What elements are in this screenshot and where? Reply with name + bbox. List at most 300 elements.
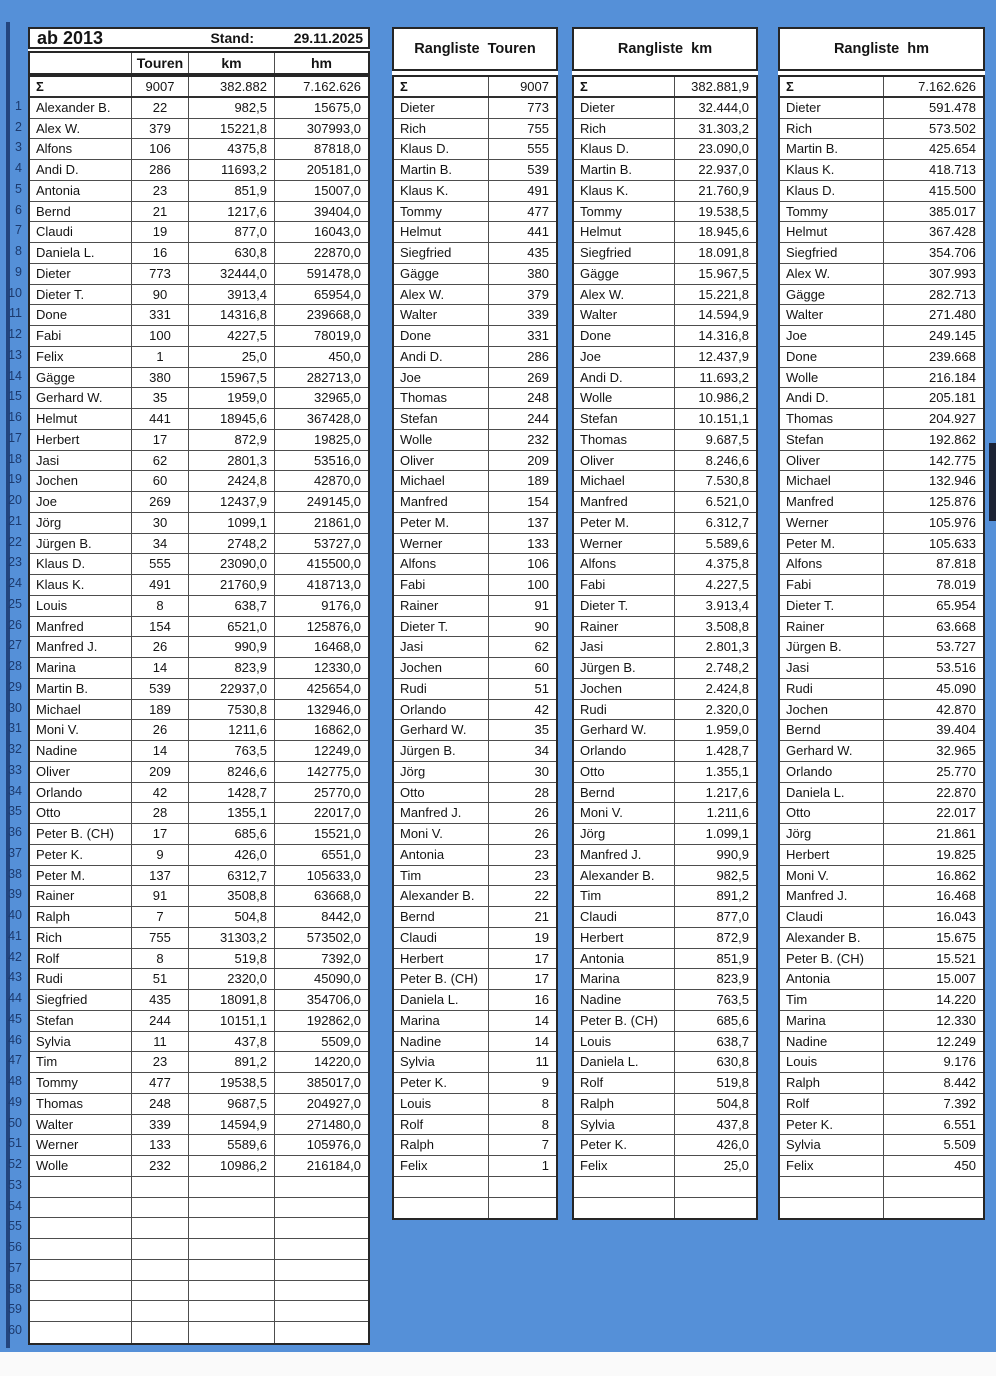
- row-number: 7: [15, 223, 22, 238]
- name-cell: Otto: [786, 805, 811, 821]
- row-number: 49: [8, 1094, 22, 1109]
- table-row: [30, 409, 368, 430]
- name-cell: Joe: [36, 494, 57, 509]
- value-cell: 132.946: [883, 471, 983, 491]
- value-cell: 28: [488, 783, 556, 803]
- hm-cell: 573502,0: [274, 928, 368, 948]
- list-item: [394, 741, 556, 762]
- list-item: [574, 1094, 756, 1115]
- list-item: [574, 139, 756, 160]
- name-cell: Klaus K.: [786, 162, 835, 177]
- value-cell: 32.444,0: [674, 98, 756, 118]
- name-cell: Marina: [580, 971, 620, 987]
- value-cell: 282.713: [883, 285, 983, 305]
- name-cell: Herbert: [786, 846, 830, 862]
- value-cell: 22.870: [883, 783, 983, 803]
- table-row: [30, 969, 368, 990]
- row-number: 55: [8, 1219, 22, 1234]
- name-cell: Peter B. (CH): [580, 1012, 659, 1028]
- name-cell: Claudi: [786, 909, 823, 924]
- name-cell: Marina: [400, 1012, 440, 1028]
- hm-cell: 8442,0: [274, 907, 368, 927]
- value-cell: 3.508,8: [674, 617, 756, 637]
- touren-cell: 17: [131, 430, 188, 450]
- row-number: 19: [8, 472, 22, 487]
- row-number: 5: [15, 181, 22, 196]
- value-cell: 441: [488, 222, 556, 242]
- table-row: [30, 1094, 368, 1115]
- table-row: [30, 886, 368, 907]
- value-cell: 90: [488, 617, 556, 637]
- km-cell: 1355,1: [188, 803, 274, 823]
- value-cell: 204.927: [883, 409, 983, 429]
- list-item: [394, 534, 556, 555]
- name-cell: Tim: [580, 888, 602, 904]
- hm-cell: 65954,0: [274, 285, 368, 305]
- list-item: [394, 1156, 556, 1177]
- list-item: [574, 243, 756, 264]
- name-cell: Sylvia: [400, 1054, 435, 1070]
- touren-cell: 154: [131, 617, 188, 637]
- list-item: [574, 596, 756, 617]
- value-cell: 19.538,5: [674, 202, 756, 222]
- value-cell: 2.424,8: [674, 679, 756, 699]
- value-cell: 851,9: [674, 949, 756, 969]
- touren-cell: 555: [131, 554, 188, 574]
- hm-cell: [274, 1301, 368, 1321]
- list-item: [574, 347, 756, 368]
- value-cell: 415.500: [883, 181, 983, 201]
- name-cell: Marina: [786, 1012, 826, 1028]
- value-cell: 216.184: [883, 368, 983, 388]
- touren-cell: 1: [131, 347, 188, 367]
- name-cell: Martin B.: [580, 162, 633, 177]
- hm-cell: [274, 1281, 368, 1301]
- touren-cell: 11: [131, 1032, 188, 1052]
- name-cell: Jasi: [580, 639, 604, 655]
- name-cell: Jürgen B.: [400, 743, 456, 758]
- list-item: [780, 1177, 983, 1198]
- table-row: [30, 430, 368, 451]
- name-cell: Helmut: [580, 224, 622, 240]
- name-cell: Alfons: [786, 556, 823, 572]
- name-cell: Oliver: [400, 452, 434, 468]
- page-title: ab 2013: [37, 27, 104, 48]
- list-item: [394, 243, 556, 264]
- km-cell: 5589,6: [188, 1135, 274, 1155]
- value-cell: 1.959,0: [674, 720, 756, 740]
- name-cell: Rainer: [36, 888, 75, 904]
- km-cell: 638,7: [188, 596, 274, 616]
- list-item: [574, 1032, 756, 1053]
- list-item: [394, 637, 556, 658]
- name-cell: Martin B.: [786, 141, 839, 157]
- table-row: [30, 700, 368, 721]
- value-cell: 19: [488, 928, 556, 948]
- row-number: 1: [15, 98, 22, 113]
- name-cell: Bernd: [580, 784, 615, 800]
- hm-cell: [274, 1239, 368, 1259]
- name-cell: [30, 1218, 131, 1238]
- list-item: [780, 969, 983, 990]
- row-number: 17: [8, 430, 22, 445]
- name-cell: Rolf: [580, 1075, 604, 1090]
- row-number: 15: [8, 389, 22, 404]
- km-cell: 4375,8: [188, 139, 274, 159]
- name-cell: Rainer: [400, 597, 439, 613]
- row-number: 40: [8, 908, 22, 922]
- name-cell: Felix: [36, 348, 64, 364]
- value-cell: 23.090,0: [674, 139, 756, 159]
- name-cell: Orlando: [786, 763, 833, 779]
- value-cell: 3.913,4: [674, 596, 756, 616]
- hm-cell: 12249,0: [274, 741, 368, 761]
- value-cell: 16.862: [883, 866, 983, 886]
- value-cell: 1: [488, 1156, 556, 1176]
- value-cell: 773: [488, 98, 556, 118]
- list-item: [780, 98, 983, 119]
- name-cell: Herbert: [36, 431, 80, 447]
- rangliste-hm-title: Rangliste hm: [778, 27, 985, 71]
- value-cell: 26: [488, 824, 556, 844]
- name-cell: Rainer: [786, 618, 825, 634]
- value-cell: 685,6: [674, 1011, 756, 1031]
- list-item: [574, 1073, 756, 1094]
- stand-label: Stand:: [210, 30, 254, 46]
- list-item: [574, 471, 756, 492]
- list-item: [780, 264, 983, 285]
- name-cell: Manfred: [580, 494, 628, 509]
- row-number: 22: [8, 534, 22, 549]
- list-item: [574, 368, 756, 389]
- sum-row: [574, 77, 756, 98]
- table-row: [30, 866, 368, 887]
- touren-cell: 21: [131, 202, 188, 222]
- table-row: [30, 285, 368, 306]
- name-cell: Felix: [400, 1158, 428, 1173]
- km-cell: 9687,5: [188, 1094, 274, 1114]
- km-cell: 3508,8: [188, 886, 274, 906]
- rangliste-touren-table: [392, 27, 558, 1220]
- list-item: [394, 845, 556, 866]
- main-table: [28, 27, 370, 1345]
- value-cell: 6.312,7: [674, 513, 756, 533]
- list-item: [574, 1135, 756, 1156]
- sum-value: 9007: [488, 77, 556, 96]
- km-cell: 1211,6: [188, 720, 274, 740]
- name-cell: Dieter: [400, 99, 435, 115]
- value-cell: 5.589,6: [674, 534, 756, 554]
- hm-cell: 16862,0: [274, 720, 368, 740]
- name-cell: Ralph: [36, 909, 70, 924]
- name-cell: Stefan: [400, 411, 438, 426]
- name-cell: [30, 1301, 131, 1321]
- touren-cell: [131, 1239, 188, 1259]
- list-item: [780, 409, 983, 430]
- list-item: [394, 866, 556, 887]
- name-cell: Jochen: [786, 701, 828, 717]
- scrollbar-thumb[interactable]: [989, 443, 996, 521]
- table-row: [30, 575, 368, 596]
- value-cell: 189: [488, 471, 556, 491]
- list-item: [780, 845, 983, 866]
- list-item: [780, 1135, 983, 1156]
- name-cell: Louis: [786, 1054, 818, 1070]
- list-item: [780, 1032, 983, 1053]
- name-cell: Klaus D.: [400, 141, 450, 157]
- value-cell: 22.017: [883, 803, 983, 823]
- km-cell: 2748,2: [188, 534, 274, 554]
- value-cell: 14.594,9: [674, 305, 756, 325]
- touren-cell: 9: [131, 845, 188, 865]
- km-cell: 763,5: [188, 741, 274, 761]
- touren-cell: 26: [131, 720, 188, 740]
- hm-cell: 249145,0: [274, 492, 368, 512]
- list-item: [574, 720, 756, 741]
- value-cell: 14: [488, 1032, 556, 1052]
- list-item: [394, 907, 556, 928]
- km-cell: 6312,7: [188, 866, 274, 886]
- list-item: [780, 720, 983, 741]
- row-number: 54: [8, 1198, 22, 1213]
- list-item: [394, 824, 556, 845]
- name-cell: Dieter: [36, 265, 71, 281]
- touren-cell: 14: [131, 658, 188, 678]
- km-cell: 990,9: [188, 637, 274, 657]
- touren-cell: 189: [131, 700, 188, 720]
- touren-cell: 8: [131, 596, 188, 616]
- name-cell: Claudi: [36, 224, 73, 240]
- table-row: [30, 596, 368, 617]
- list-item: [780, 243, 983, 264]
- value-cell: 519,8: [674, 1073, 756, 1093]
- name-cell: Rudi: [400, 680, 427, 696]
- list-item: [394, 886, 556, 907]
- list-item: [574, 326, 756, 347]
- hm-cell: 418713,0: [274, 575, 368, 595]
- name-cell: Tommy: [786, 203, 828, 219]
- name-cell: Peter B. (CH): [400, 971, 479, 987]
- name-cell: Walter: [786, 307, 824, 323]
- row-number: 30: [8, 700, 22, 715]
- table-row: [30, 139, 368, 160]
- name-cell: Alfons: [400, 556, 437, 572]
- value-cell: 763,5: [674, 990, 756, 1010]
- list-item: [574, 762, 756, 783]
- name-cell: Tim: [400, 867, 422, 883]
- value-cell: 16: [488, 990, 556, 1010]
- table-row: [30, 471, 368, 492]
- row-number: 27: [8, 638, 22, 653]
- table-row: [30, 1281, 368, 1302]
- km-cell: 1428,7: [188, 783, 274, 803]
- name-cell: Peter B. (CH): [786, 950, 865, 966]
- table-row: [30, 534, 368, 555]
- row-number: 3: [15, 140, 22, 155]
- name-cell: Joe: [580, 348, 601, 364]
- name-cell: Moni V.: [786, 867, 829, 883]
- value-cell: 12.330: [883, 1011, 983, 1031]
- km-cell: 2801,3: [188, 451, 274, 471]
- list-item: [780, 119, 983, 140]
- value-cell: 6.551: [883, 1115, 983, 1135]
- hm-cell: 15675,0: [274, 98, 368, 118]
- km-cell: [188, 1198, 274, 1218]
- table-row: [30, 783, 368, 804]
- name-cell: Manfred J.: [786, 888, 848, 904]
- list-item: [394, 326, 556, 347]
- list-item: [780, 866, 983, 887]
- name-cell: Stefan: [786, 431, 824, 447]
- name-cell: Peter M.: [36, 867, 86, 883]
- name-cell: Jörg: [400, 763, 426, 779]
- table-row: [30, 1177, 368, 1198]
- name-cell: Gerhard W.: [580, 722, 647, 738]
- name-cell: Sylvia: [786, 1137, 821, 1153]
- name-cell: Nadine: [786, 1033, 828, 1049]
- rangliste-touren-title: Rangliste Touren: [392, 27, 558, 71]
- km-cell: [188, 1177, 274, 1197]
- touren-cell: 26: [131, 637, 188, 657]
- touren-cell: 380: [131, 368, 188, 388]
- row-number: 14: [8, 368, 22, 383]
- name-cell: Alex W.: [400, 286, 445, 302]
- value-cell: 63.668: [883, 617, 983, 637]
- list-item: [574, 534, 756, 555]
- hm-cell: 19825,0: [274, 430, 368, 450]
- name-cell: Moni V.: [580, 805, 623, 821]
- name-cell: Otto: [580, 763, 605, 779]
- name-cell: Joe: [786, 328, 807, 343]
- table-row: [30, 202, 368, 223]
- table-row: [30, 990, 368, 1011]
- table-row: [30, 554, 368, 575]
- sum-row: [780, 77, 983, 98]
- km-cell: 23090,0: [188, 554, 274, 574]
- list-item: [780, 492, 983, 513]
- value-cell: 8.442: [883, 1073, 983, 1093]
- km-cell: 18091,8: [188, 990, 274, 1010]
- list-item: [394, 181, 556, 202]
- hm-cell: 16043,0: [274, 222, 368, 242]
- value-cell: 15.521: [883, 949, 983, 969]
- touren-cell: 209: [131, 762, 188, 782]
- list-item: [780, 803, 983, 824]
- name-cell: Helmut: [36, 411, 78, 426]
- hm-cell: 16468,0: [274, 637, 368, 657]
- value-cell: 435: [488, 243, 556, 263]
- value-cell: 62: [488, 637, 556, 657]
- table-row: [30, 1239, 368, 1260]
- km-cell: 8246,6: [188, 762, 274, 782]
- value-cell: 450: [883, 1156, 983, 1176]
- name-cell: Claudi: [400, 929, 437, 945]
- km-cell: 1959,0: [188, 388, 274, 408]
- km-cell: 872,9: [188, 430, 274, 450]
- col-header-name: [30, 53, 131, 73]
- list-item: [394, 368, 556, 389]
- list-item: [574, 575, 756, 596]
- value-cell: 18.945,6: [674, 222, 756, 242]
- value-cell: 19.825: [883, 845, 983, 865]
- value-cell: 354.706: [883, 243, 983, 263]
- name-cell: Oliver: [580, 452, 614, 468]
- name-cell: Werner: [580, 535, 623, 551]
- sum-value: 382.881,9: [674, 77, 756, 96]
- list-item: [780, 222, 983, 243]
- value-cell: 286: [488, 347, 556, 367]
- value-cell: 4.375,8: [674, 554, 756, 574]
- list-item: [780, 1073, 983, 1094]
- name-cell: Alexander B.: [580, 867, 655, 883]
- table-row: [30, 1011, 368, 1032]
- table-row: [30, 368, 368, 389]
- value-cell: 7.392: [883, 1094, 983, 1114]
- list-item: [394, 617, 556, 638]
- name-cell: Thomas: [786, 411, 833, 426]
- table-row: [30, 1032, 368, 1053]
- list-item: [394, 1135, 556, 1156]
- list-item: [780, 160, 983, 181]
- name-cell: Herbert: [400, 950, 444, 966]
- rangliste-touren-grid: [392, 75, 558, 1220]
- value-cell: [488, 1177, 556, 1197]
- name-cell: Rich: [36, 929, 63, 945]
- km-cell: 877,0: [188, 222, 274, 242]
- touren-cell: [131, 1260, 188, 1280]
- row-number: 18: [8, 451, 22, 466]
- name-cell: Dieter T.: [400, 618, 449, 634]
- touren-cell: [131, 1177, 188, 1197]
- touren-cell: 441: [131, 409, 188, 429]
- bottom-margin: [0, 1352, 996, 1376]
- hm-cell: 22017,0: [274, 803, 368, 823]
- hm-cell: 216184,0: [274, 1156, 368, 1176]
- list-item: [780, 285, 983, 306]
- hm-cell: [274, 1177, 368, 1197]
- name-cell: Dieter: [786, 99, 821, 115]
- list-item: [394, 119, 556, 140]
- touren-cell: [131, 1322, 188, 1343]
- name-cell: Helmut: [400, 224, 442, 240]
- hm-cell: 591478,0: [274, 264, 368, 284]
- row-number: 45: [8, 1011, 22, 1026]
- table-row: [30, 1198, 368, 1219]
- list-item: [574, 845, 756, 866]
- list-item: [394, 783, 556, 804]
- value-cell: 15.221,8: [674, 285, 756, 305]
- value-cell: 539: [488, 160, 556, 180]
- value-cell: 21.760,9: [674, 181, 756, 201]
- hm-cell: 7392,0: [274, 949, 368, 969]
- hm-cell: [274, 1218, 368, 1238]
- km-cell: 10986,2: [188, 1156, 274, 1176]
- row-number: 43: [8, 970, 22, 985]
- list-item: [780, 554, 983, 575]
- name-cell: Werner: [36, 1137, 79, 1153]
- value-cell: 425.654: [883, 139, 983, 159]
- value-cell: 630,8: [674, 1052, 756, 1072]
- row-number: 20: [8, 493, 22, 507]
- row-number: 56: [8, 1240, 22, 1254]
- list-item: [394, 928, 556, 949]
- touren-cell: 23: [131, 181, 188, 201]
- table-row: [30, 928, 368, 949]
- value-cell: 477: [488, 202, 556, 222]
- name-cell: Fabi: [786, 577, 812, 592]
- name-cell: Oliver: [786, 452, 820, 468]
- name-cell: Peter K.: [36, 846, 83, 862]
